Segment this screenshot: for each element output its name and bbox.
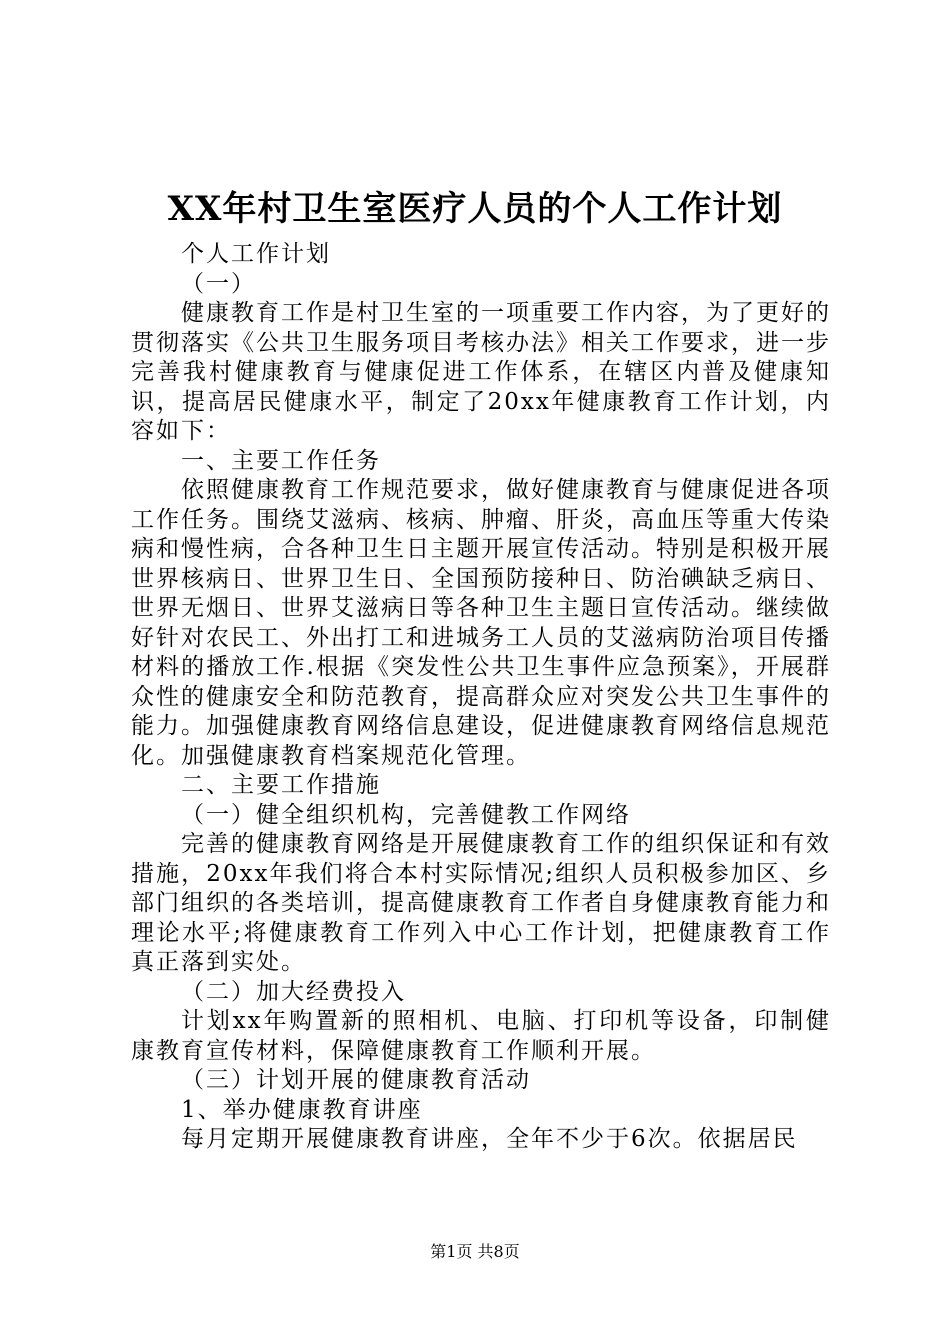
paragraph-section-marker: （一） xyxy=(181,270,256,297)
document-title: XX年村卫生室医疗人员的个人工作计划 xyxy=(167,189,783,229)
paragraph-funding: 计划xx年购置新的照相机、电脑、打印机等设备，印制健康教育宣传材料，保障健康教育工作顺利开展。 xyxy=(131,1008,831,1064)
heading-main-measures: 二、主要工作措施 xyxy=(181,772,381,798)
page-footer: 第1页 共8页 xyxy=(430,1242,520,1261)
item-lectures: 1、举办健康教育讲座 xyxy=(181,1096,423,1123)
document-body xyxy=(131,240,831,1155)
heading-main-tasks: 一、主要工作任务 xyxy=(181,447,381,474)
subheading-funding: （二）加大经费投入 xyxy=(181,978,406,1005)
paragraph-intro: 健康教育工作是村卫生室的一项重要工作内容，为了更好的贯彻落实《公共卫生服务项目考核办法》相关工作要求，进一步完善我村健康教育与健康促进工作体系，在辖区内普及健康知识，提高居民健康水平，制定了20xx年健康教育工作计划，内容如下： xyxy=(131,300,831,444)
paragraph-lectures: 每月定期开展健康教育讲座，全年不少于6次。依据居民 xyxy=(181,1126,798,1152)
subheading-activities: （三）计划开展的健康教育活动 xyxy=(181,1067,531,1093)
subheading-organization: （一）健全组织机构，完善健教工作网络 xyxy=(181,801,631,828)
paragraph-organization: 完善的健康教育网络是开展健康教育工作的组织保证和有效措施，20xx年我们将合本村实际情况;组织人员积极参加区、乡部门组织的各类培训，提高健康教育工作者自身健康教育能力和理论水平;将健康教育工作列入中心工作计划，把健康教育工作真正落到实处。 xyxy=(131,831,831,975)
paragraph-main-tasks: 依照健康教育工作规范要求，做好健康教育与健康促进各项工作任务。围绕艾滋病、核病、肿瘤、肝炎，高血压等重大传染病和慢性病，合各种卫生日主题开展宣传活动。特别是积极开展世界核病日、世界卫生日、全国预防接种日、防治碘缺乏病日、世界无烟日、世界艾滋病日等各种卫生主题日宣传活动。继续做好针对农民工、外出打工和进城务工人员的艾滋病防治项目传播材料的播放工作.根据《突发性公共卫生事件应急预案》，开展群众性的健康安全和防范教育，提高群众应对突发公共卫生事件的能力。加强健康教育网络信息建设，促进健康教育网络信息规范化。加强健康教育档案规范化管理。 xyxy=(131,477,831,769)
paragraph-subtitle: 个人工作计划 xyxy=(181,241,331,267)
